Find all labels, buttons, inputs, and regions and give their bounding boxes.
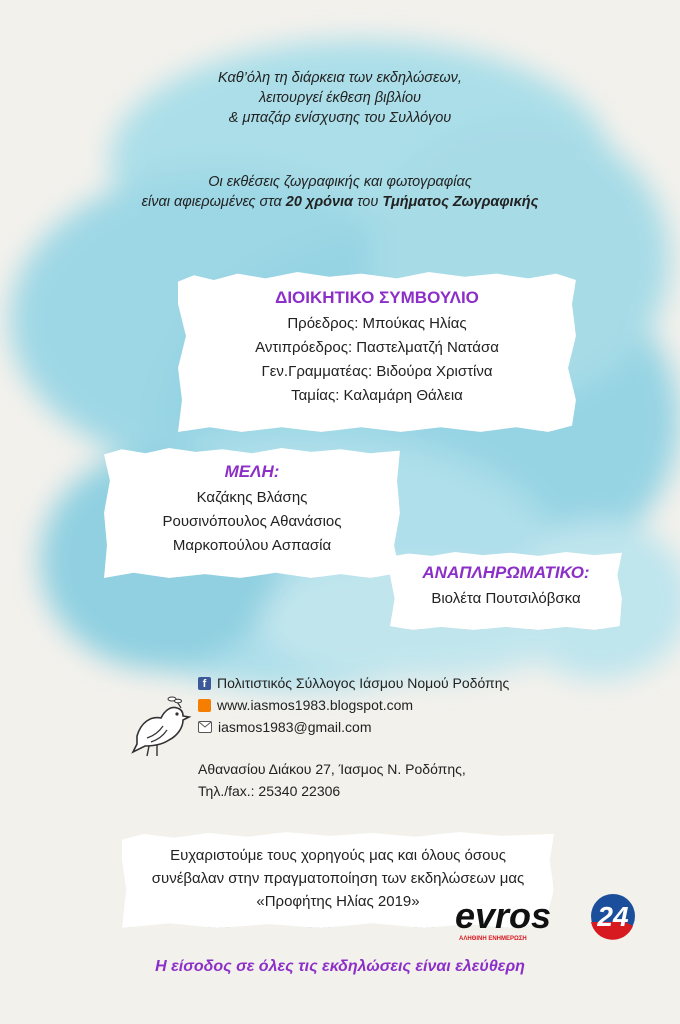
blog-row[interactable] (198, 694, 509, 716)
email-row[interactable] (198, 716, 509, 738)
intro-highlight: Τμήματος Ζωγραφικής (382, 194, 539, 210)
address-line: Αθανασίου Διάκου 27, Ίασμος Ν. Ροδόπης, (198, 761, 466, 777)
intro-line: Οι εκθέσεις ζωγραφικής και φωτογραφίας (208, 174, 472, 190)
logo-tagline: ΑΛΗΘΙΝΗ ΕΝΗΜΕΡΩΣΗ (459, 936, 527, 942)
intro-line: Καθ’όλη τη διάρκεια των εκδηλώσεων, (218, 70, 462, 86)
exhibitions-block (60, 172, 620, 212)
board-line: Πρόεδρος: Μπούκας Ηλίας (287, 315, 467, 332)
board-line: Γεν.Γραμματέας: Βιδούρα Χριστίνα (261, 363, 493, 380)
dove-icon (127, 692, 195, 764)
facebook-link[interactable]: Πολιτιστικός Σύλλογος Ιάσμου Νομού Ροδόπης (217, 675, 510, 691)
board-heading: ΔΙΟΙΚΗΤΙΚΟ ΣΥΜΒΟΥΛΙΟ (275, 288, 479, 307)
thanks-line: «Προφήτης Ηλίας 2019» (256, 893, 420, 910)
board-line: Αντιπρόεδρος: Παστελματζή Νατάσα (255, 339, 499, 356)
intro-line: λειτουργεί έκθεση βιβλίου (258, 90, 422, 106)
thanks-line: Ευχαριστούμε τους χορηγούς μας και όλους όσους (170, 847, 506, 864)
alternate-section (390, 563, 622, 611)
facebook-row[interactable] (198, 672, 509, 694)
intro-highlight: 20 χρόνια (285, 194, 354, 210)
board-section (178, 288, 576, 408)
intro-line: & μπαζάρ ενίσχυσης του Συλλόγου (228, 110, 452, 126)
members-heading: ΜΕΛΗ: (224, 462, 280, 481)
address-block (198, 758, 466, 802)
facebook-icon: f (198, 677, 211, 690)
member-line: Ρουσινόπουλος Αθανάσιος (162, 513, 342, 530)
alternate-heading: ΑΝΑΠΛΗΡΩΜΑΤΙΚΟ: (422, 563, 590, 582)
logo-number: 24 (597, 901, 629, 932)
evros24-logo (455, 892, 645, 944)
intro-block (120, 68, 560, 128)
intro-text: είναι αφιερωμένες στα (141, 194, 286, 210)
board-line: Ταμίας: Καλαμάρη Θάλεια (291, 387, 463, 404)
email-link[interactable]: iasmos1983@gmail.com (218, 719, 372, 735)
alternate-line: Βιολέτα Πουτσιλόβσκα (431, 590, 581, 607)
intro-text: του (353, 194, 383, 210)
phone-line: Τηλ./fax.: 25340 22306 (198, 783, 341, 799)
thanks-line: συνέβαλαν στην πραγματοποίηση των εκδηλώσεων μας (151, 870, 525, 887)
blogger-icon (198, 699, 211, 712)
contacts-block (198, 672, 509, 738)
logo-brand: evros (455, 895, 552, 936)
member-line: Μαρκοπούλου Ασπασία (172, 537, 332, 554)
members-section (104, 462, 400, 558)
free-entry-notice: Η είσοδος σε όλες τις εκδηλώσεις είναι ελεύθερη (155, 958, 525, 975)
mail-icon (198, 721, 212, 733)
intro-line (60, 192, 620, 212)
member-line: Καζάκης Βλάσης (196, 489, 308, 506)
blog-link[interactable]: www.iasmos1983.blogspot.com (217, 697, 414, 713)
